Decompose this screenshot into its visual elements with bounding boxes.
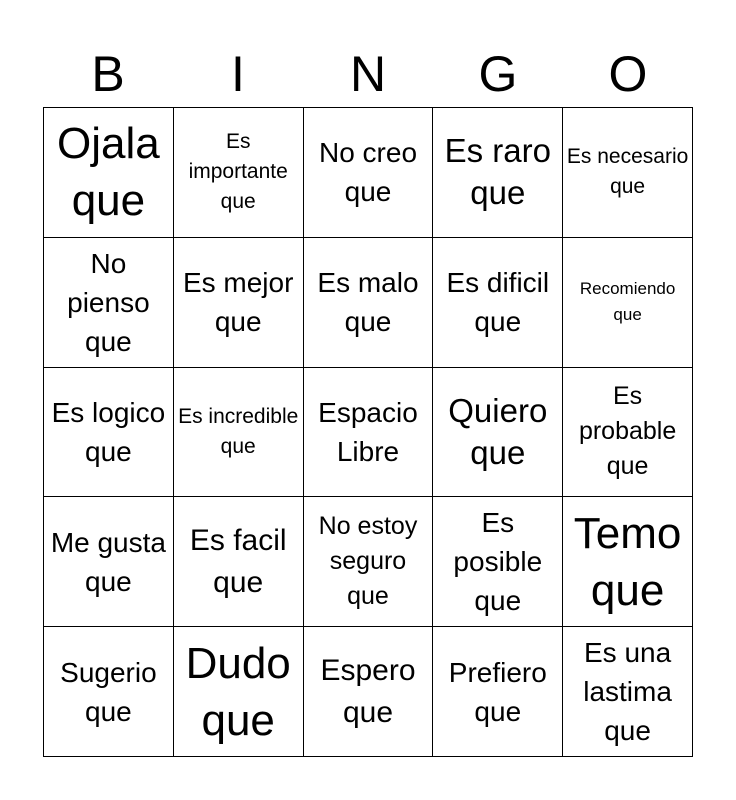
header-letter-g: G xyxy=(478,46,518,102)
cell-text: Dudo que xyxy=(185,638,291,745)
bingo-cell xyxy=(174,627,304,757)
cell-text: Es una lastima que xyxy=(583,637,672,747)
bingo-cell xyxy=(44,627,174,757)
cell-text: Es logico que xyxy=(51,396,166,467)
bingo-board xyxy=(43,107,693,757)
bingo-cell xyxy=(433,238,563,368)
cell-text: No pienso que xyxy=(67,247,150,357)
bingo-cell xyxy=(174,497,304,627)
bingo-cell xyxy=(304,627,434,757)
cell-text: Es probable que xyxy=(578,382,677,481)
bingo-cell xyxy=(433,627,563,757)
cell-text: Es malo que xyxy=(317,267,419,338)
bingo-cell xyxy=(174,368,304,498)
cell-text: Es raro que xyxy=(444,132,551,212)
bingo-cell xyxy=(563,368,693,498)
bingo-cell xyxy=(44,108,174,238)
bingo-cell xyxy=(44,238,174,368)
cell-text: Es facil que xyxy=(189,523,287,599)
cell-text: Prefiero que xyxy=(448,656,547,727)
header-letter-o: O xyxy=(608,46,648,102)
cell-text: Es dificil que xyxy=(446,267,550,338)
cell-text: No estoy seguro que xyxy=(318,512,418,611)
cell-text: Es incredible que xyxy=(178,404,299,458)
bingo-cell xyxy=(433,497,563,627)
cell-text: Quiero que xyxy=(448,391,548,471)
cell-text: Es posible que xyxy=(453,507,543,617)
header-letter-b: B xyxy=(91,46,125,102)
bingo-cell xyxy=(563,627,693,757)
cell-text: Es necesario que xyxy=(566,145,689,199)
header-letter-n: N xyxy=(349,46,387,102)
bingo-header xyxy=(43,42,693,106)
cell-text: Espacio Libre xyxy=(318,396,418,467)
cell-text: No creo que xyxy=(318,137,418,208)
bingo-cell xyxy=(304,368,434,498)
bingo-cell xyxy=(563,108,693,238)
bingo-cell xyxy=(304,497,434,627)
bingo-cell xyxy=(44,368,174,498)
cell-text: Es mejor que xyxy=(182,267,294,338)
bingo-cell xyxy=(304,238,434,368)
cell-text: Espero que xyxy=(320,653,416,729)
cell-text: Sugerio que xyxy=(60,656,157,727)
bingo-cell xyxy=(174,108,304,238)
cell-text: Es importante que xyxy=(188,130,288,214)
cell-text: Temo que xyxy=(573,508,682,615)
bingo-cell xyxy=(433,368,563,498)
bingo-cell xyxy=(433,108,563,238)
cell-text: Ojala que xyxy=(57,119,160,226)
bingo-cell xyxy=(304,108,434,238)
bingo-cell xyxy=(563,238,693,368)
bingo-cell xyxy=(174,238,304,368)
cell-text: Recomiendo que xyxy=(579,279,676,325)
cell-text: Me gusta que xyxy=(50,526,166,597)
bingo-cell xyxy=(563,497,693,627)
bingo-cell xyxy=(44,497,174,627)
header-letter-i: I xyxy=(231,46,245,102)
